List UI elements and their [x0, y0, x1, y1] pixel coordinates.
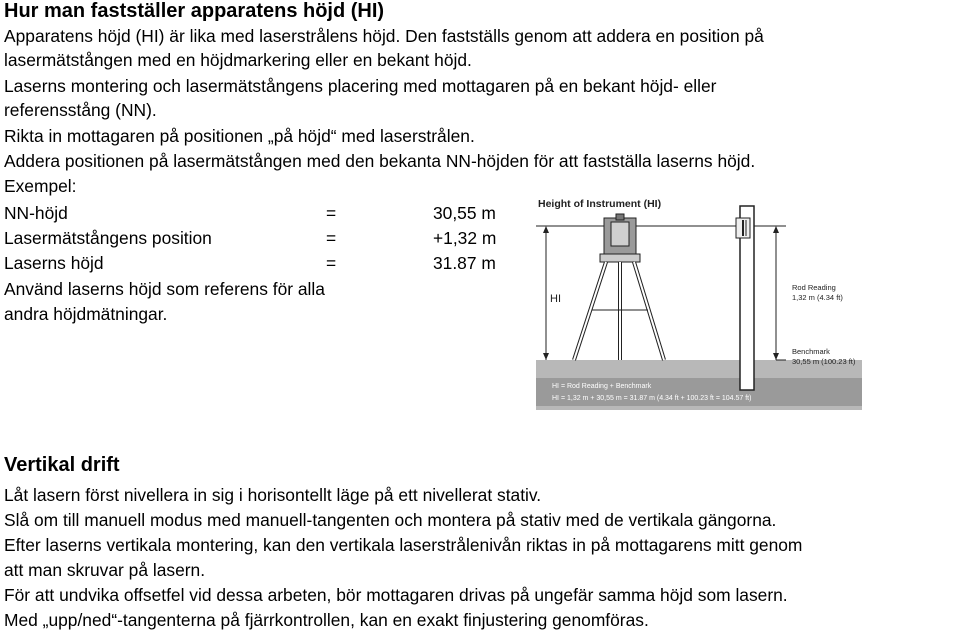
paragraph-line: Apparatens höjd (HI) är lika med laserstrålens höjd. Den fastställs genom att addera en position på: [4, 26, 764, 46]
formula-line-1: HI = Rod Reading + Benchmark: [552, 383, 652, 390]
example-equals: =: [326, 253, 337, 273]
benchmark-value: 30,55 m (100.23 ft): [792, 357, 856, 366]
example-label: NN-höjd: [4, 203, 68, 223]
paragraph-line: referensstång (NN).: [4, 100, 157, 120]
note-line: Använd laserns höjd som referens för alla: [4, 279, 325, 299]
formula-line-2: HI = 1,32 m + 30,55 m = 31.87 m (4.34 ft + 100.23 ft = 104.57 ft): [552, 395, 752, 402]
section-heading-vertical: Vertikal drift: [4, 454, 120, 476]
diagram-title: Height of Instrument (HI): [538, 198, 662, 210]
paragraph-line: Addera positionen på lasermätstången med den bekanta NN-höjden för att fastställa laserns höjd.: [4, 151, 756, 171]
benchmark-title: Benchmark: [792, 347, 830, 356]
rod-reading-value: 1,32 m (4.34 ft): [792, 293, 843, 302]
example-equals: =: [326, 228, 337, 248]
example-equals: =: [326, 203, 337, 223]
example-label: Lasermätstångens position: [4, 228, 212, 248]
paragraph-line: lasermätstången med en höjdmarkering eller en bekant höjd.: [4, 50, 472, 70]
example-value: 30,55 m: [433, 203, 496, 223]
tripod-icon: [574, 254, 664, 360]
hi-label: HI: [550, 293, 561, 305]
arrow-up-icon: [773, 226, 779, 233]
paragraph-line: Rikta in mottagaren på positionen „på höjd“ med laserstrålen.: [4, 126, 475, 146]
example-label: Laserns höjd: [4, 253, 104, 273]
rod-reading-title: Rod Reading: [792, 283, 836, 292]
arrow-down-icon: [773, 353, 779, 360]
paragraph-line: För att undvika offsetfel vid dessa arbeten, bör mottagaren drivas på ungefär samma höjd som lasern.: [4, 585, 788, 605]
note-line: andra höjdmätningar.: [4, 304, 168, 324]
example-heading: Exempel:: [4, 176, 77, 196]
example-value: 31.87 m: [433, 253, 496, 273]
example-value: +1,32 m: [433, 228, 497, 248]
paragraph-line: Med „upp/ned“-tangenterna på fjärrkontrollen, kan en exakt finjustering genomföras.: [4, 610, 649, 630]
section-heading-hi: Hur man fastställer apparatens höjd (HI): [4, 0, 385, 22]
paragraph-line: Efter laserns vertikala montering, kan den vertikala laserstrålenivån riktas in på mottagarens mitt genom: [4, 535, 803, 555]
paragraph-line: Slå om till manuell modus med manuell-tangenten och montera på stativ med de vertikala gängorna.: [4, 510, 777, 530]
paragraph-line: Laserns montering och lasermätstångens placering med mottagaren på en bekant höjd- eller: [4, 76, 717, 96]
arrow-up-icon: [543, 226, 549, 233]
arrow-down-icon: [543, 353, 549, 360]
hi-diagram: [536, 192, 862, 410]
laser-unit-icon: [604, 214, 636, 254]
paragraph-line: Låt lasern först nivellera in sig i horisontellt läge på ett nivellerat stativ.: [4, 485, 542, 505]
paragraph-line: att man skruvar på lasern.: [4, 560, 206, 580]
